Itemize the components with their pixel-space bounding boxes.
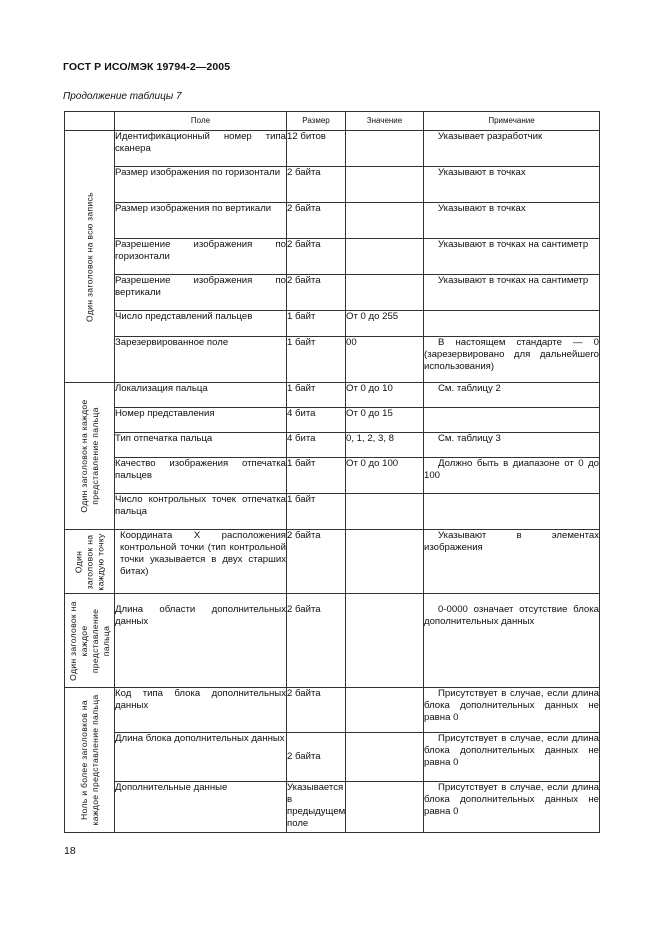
size-cell: 2 байта bbox=[287, 594, 346, 688]
size-cell: 1 байт bbox=[287, 337, 346, 383]
value-cell: От 0 до 10 bbox=[346, 383, 424, 408]
table-row bbox=[65, 494, 600, 530]
note-text: Должно быть в диапазоне от 0 до 100 bbox=[424, 458, 599, 481]
value-cell bbox=[346, 733, 424, 782]
note-text: Указывают в точках на сантиметр bbox=[438, 275, 589, 286]
field-cell: Длина области дополнительных данных bbox=[115, 594, 287, 688]
group-cell bbox=[65, 594, 115, 688]
table-row bbox=[65, 458, 600, 494]
table-row bbox=[65, 782, 600, 833]
size-cell: 2 байта bbox=[287, 239, 346, 275]
note-text: 0-0000 означает отсутствие блока дополнительных данных bbox=[424, 604, 599, 627]
note-cell bbox=[424, 733, 600, 782]
table-header-row bbox=[65, 112, 600, 131]
note-text: Указывают в элементах изображения bbox=[424, 530, 599, 553]
field-cell: Координата X расположения контрольной точки (тип контрольной точки указывается в двух старших битах) bbox=[115, 530, 287, 594]
size-cell: 2 байта bbox=[287, 275, 346, 311]
note-cell bbox=[424, 203, 600, 239]
note-text: Присутствует в случае, если длина блока дополнительных данных не равна 0 bbox=[424, 782, 599, 817]
field-cell: Дополнительные данные bbox=[115, 782, 287, 833]
field-cell: Тип отпечатка пальца bbox=[115, 433, 287, 458]
size-cell: 12 битов bbox=[287, 131, 346, 167]
table-row bbox=[65, 408, 600, 433]
value-cell bbox=[346, 239, 424, 275]
size-cell: 2 байта bbox=[287, 167, 346, 203]
field-cell: Число представлений пальцев bbox=[115, 311, 287, 337]
size-cell: 2 байта bbox=[287, 203, 346, 239]
value-cell bbox=[346, 131, 424, 167]
field-cell: Локализация пальца bbox=[115, 383, 287, 408]
note-text: См. таблицу 3 bbox=[438, 433, 501, 444]
value-cell bbox=[346, 688, 424, 733]
value-cell: От 0 до 255 bbox=[346, 311, 424, 337]
page-number: 18 bbox=[64, 845, 76, 857]
size-cell: 4 бита bbox=[287, 433, 346, 458]
value-cell: От 0 до 15 bbox=[346, 408, 424, 433]
field-cell: Код типа блока дополнительных данных bbox=[115, 688, 287, 733]
size-cell: 1 байт bbox=[287, 494, 346, 530]
table-row bbox=[65, 530, 600, 594]
group-cell bbox=[65, 688, 115, 833]
note-cell bbox=[424, 275, 600, 311]
note-cell bbox=[424, 594, 600, 688]
value-cell bbox=[346, 167, 424, 203]
note-text: Присутствует в случае, если длина блока дополнительных данных не равна 0 bbox=[424, 688, 599, 723]
document-header: ГОСТ Р ИСО/МЭК 19794-2—2005 bbox=[63, 61, 231, 73]
table-row bbox=[65, 433, 600, 458]
column-header-note: Примечание bbox=[424, 112, 600, 131]
table-row bbox=[65, 167, 600, 203]
size-cell: 1 байт bbox=[287, 458, 346, 494]
table-continuation-caption: Продолжение таблицы 7 bbox=[63, 91, 182, 102]
group-label: Один заголовок на каждую точку bbox=[73, 532, 105, 591]
note-cell bbox=[424, 458, 600, 494]
table-row bbox=[65, 239, 600, 275]
column-header-value: Значение bbox=[346, 112, 424, 131]
note-text: Указывают в точках bbox=[438, 203, 526, 214]
note-text: Указывает разработчик bbox=[438, 131, 543, 142]
note-cell bbox=[424, 239, 600, 275]
column-header-group bbox=[65, 112, 115, 131]
table-row bbox=[65, 203, 600, 239]
value-cell bbox=[346, 203, 424, 239]
note-text: Указывают в точках bbox=[438, 167, 526, 178]
note-cell bbox=[424, 494, 600, 530]
size-cell: 1 байт bbox=[287, 383, 346, 408]
group-cell bbox=[65, 131, 115, 383]
group-label: Один заголовок на всю запись bbox=[84, 191, 94, 322]
size-cell: 1 байт bbox=[287, 311, 346, 337]
note-cell bbox=[424, 337, 600, 383]
field-cell: Качество изображения отпечатка пальцев bbox=[115, 458, 287, 494]
value-cell bbox=[346, 594, 424, 688]
note-cell bbox=[424, 530, 600, 594]
note-text: В настоящем стандарте — 0 (зарезервировано для дальнейшего использования) bbox=[424, 337, 599, 372]
table-row bbox=[65, 131, 600, 167]
group-label: Ноль и более заголовков на каждое представление пальца bbox=[78, 694, 100, 826]
size-cell: 4 бита bbox=[287, 408, 346, 433]
value-cell: 00 bbox=[346, 337, 424, 383]
note-cell bbox=[424, 408, 600, 433]
value-cell bbox=[346, 275, 424, 311]
note-text: Присутствует в случае, если длина блока дополнительных данных не равна 0 bbox=[424, 733, 599, 768]
note-cell bbox=[424, 311, 600, 337]
field-cell: Длина блока дополнительных данных bbox=[115, 733, 287, 782]
field-cell: Разрешение изображения по горизонтали bbox=[115, 239, 287, 275]
size-cell: 2 байта bbox=[287, 688, 346, 733]
size-cell: Указывается в предыдущем поле bbox=[287, 782, 346, 833]
value-cell: 0, 1, 2, 3, 8 bbox=[346, 433, 424, 458]
field-cell: Номер представления bbox=[115, 408, 287, 433]
size-cell: 2 байта bbox=[287, 733, 346, 782]
note-cell bbox=[424, 131, 600, 167]
note-cell bbox=[424, 433, 600, 458]
column-header-field: Поле bbox=[115, 112, 287, 131]
value-cell bbox=[346, 782, 424, 833]
group-cell bbox=[65, 383, 115, 530]
note-cell bbox=[424, 688, 600, 733]
column-header-size: Размер bbox=[287, 112, 346, 131]
size-cell: 2 байта bbox=[287, 530, 346, 594]
note-cell bbox=[424, 167, 600, 203]
table-row bbox=[65, 733, 600, 782]
field-cell: Разрешение изображения по вертикали bbox=[115, 275, 287, 311]
value-cell bbox=[346, 530, 424, 594]
table-row bbox=[65, 383, 600, 408]
value-cell bbox=[346, 494, 424, 530]
note-cell bbox=[424, 383, 600, 408]
note-text: См. таблицу 2 bbox=[438, 383, 501, 394]
table-row bbox=[65, 275, 600, 311]
field-cell: Размер изображения по горизонтали bbox=[115, 167, 287, 203]
table-row bbox=[65, 337, 600, 383]
table-row bbox=[65, 594, 600, 688]
group-cell bbox=[65, 530, 115, 594]
note-text: Указывают в точках на сантиметр bbox=[438, 239, 589, 250]
field-cell: Размер изображения по вертикали bbox=[115, 203, 287, 239]
group-label: Один заголовок на каждое представление пальца bbox=[78, 399, 100, 513]
table-row bbox=[65, 311, 600, 337]
note-cell bbox=[424, 782, 600, 833]
group-label: Один заголовок на каждое представление пальца bbox=[67, 600, 111, 681]
value-cell: От 0 до 100 bbox=[346, 458, 424, 494]
field-cell: Зарезервированное поле bbox=[115, 337, 287, 383]
fields-table bbox=[64, 111, 600, 833]
table-row bbox=[65, 688, 600, 733]
field-cell: Число контрольных точек отпечатка пальца bbox=[115, 494, 287, 530]
field-cell: Идентификационный номер типа сканера bbox=[115, 131, 287, 167]
